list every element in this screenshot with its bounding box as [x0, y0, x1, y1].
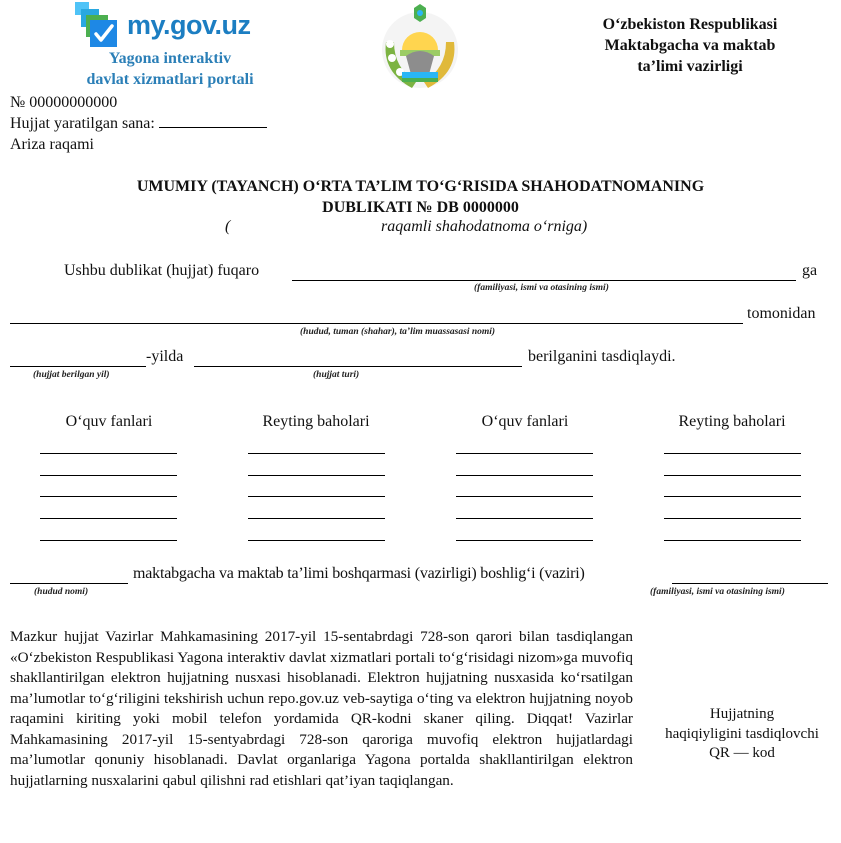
subject-field[interactable] [40, 475, 177, 476]
subject-field[interactable] [40, 540, 177, 541]
hint-region-name: (hudud nomi) [34, 587, 89, 597]
subtitle-text: raqamli shahodatnoma o‘rniga) [381, 218, 588, 235]
subtitle-open-paren: ( [225, 218, 231, 235]
region-name-field[interactable] [10, 583, 128, 584]
intro-text: Ushbu dublikat (hujjat) fuqaro [64, 262, 260, 279]
subject-field[interactable] [456, 518, 593, 519]
ministry-line2: Maktabgacha va maktab [604, 37, 776, 54]
rating-field[interactable] [248, 475, 385, 476]
rating-field[interactable] [248, 518, 385, 519]
rating-field[interactable] [248, 453, 385, 454]
subject-field[interactable] [456, 540, 593, 541]
hint-document-type: (hujjat turi) [313, 370, 360, 380]
rating-field[interactable] [664, 453, 801, 454]
document-meta [10, 92, 267, 155]
application-number-label: Ariza raqami [10, 136, 94, 153]
rating-field[interactable] [664, 518, 801, 519]
portal-name [40, 48, 300, 90]
document-type-field[interactable] [194, 366, 522, 367]
portal-name-line1: Yagona interaktiv [108, 50, 232, 67]
document-number: № 00000000000 [10, 94, 118, 111]
state-emblem-icon [372, 2, 468, 94]
year-suffix: -yilda [146, 348, 184, 365]
subject-field[interactable] [40, 453, 177, 454]
logo-text: my.gov.uz [127, 10, 251, 40]
hint-institution: (hudud, tuman (shahar), ta’lim muassasasi nomi) [300, 327, 496, 337]
subject-field[interactable] [456, 453, 593, 454]
title-line2: DUBLIKATI № DB 0000000 [322, 199, 519, 216]
created-date-blank [159, 113, 267, 128]
created-date-row [10, 113, 267, 134]
document-title [0, 176, 841, 218]
intro-suffix: ga [802, 262, 818, 279]
confirm-suffix: berilganini tasdiqlaydi. [528, 348, 676, 365]
rating-field[interactable] [248, 496, 385, 497]
column-header-ratings: Reyting baholari [262, 413, 370, 430]
by-suffix: tomonidan [747, 305, 816, 322]
issue-year-field[interactable] [10, 366, 146, 367]
ministry-line3: ta’limi vazirligi [637, 58, 743, 75]
column-header-ratings: Reyting baholari [678, 413, 786, 430]
title-line1: UMUMIY (TAYANCH) O‘RTA TA’LIM TO‘G‘RISIDA SHAHODATNOMANING [136, 178, 705, 195]
hint-issue-year: (hujjat berilgan yil) [33, 370, 110, 380]
institution-field[interactable] [10, 323, 743, 324]
ministry-name [560, 14, 820, 77]
created-date-label: Hujjat yaratilgan sana: [10, 115, 155, 132]
mygov-logo-icon [73, 2, 123, 47]
signature-text: maktabgacha va maktab ta’limi boshqarmasi (vazirligi) boshlig‘i (vaziri) [133, 565, 585, 582]
portal-name-line2: davlat xizmatlari portali [86, 71, 254, 88]
subject-field[interactable] [40, 496, 177, 497]
subject-field[interactable] [456, 475, 593, 476]
citizen-name-field[interactable] [292, 280, 796, 281]
rating-field[interactable] [664, 475, 801, 476]
column-header-subjects: O‘quv fanlari [65, 413, 153, 430]
qr-code-label [652, 705, 832, 764]
legal-note: Mazkur hujjat Vazirlar Mahkamasining 2017-yil 15-sentabrdagi 728-son qarori bilan tasdiqlangan «O‘zbekiston Respublikasi Yagona interaktiv davlat xizmatlari portali to‘g‘risidagi nizom»ga muvofiq shakllantirilgan elektron hujjatning nusxasi hisoblanadi. Elektron hujjatning nusxasida ko‘rsatilgan ma’lumotlar to‘g‘riligini tekshirish uchun repo.gov.uz veb-saytiga o‘ting va elektron hujjatning noyob raqamini kiriting yoki mobil telefon yordamida QR-kodni skaner qiling. Diqqat! Vazirlar Mahkamasining 2017-yil 15-sentyabrdagi 728-son qaroriga muvofiq elektron hujjatlardagi ma’lumotlar qonuniy hisoblanadi. Davlat organlariga Yagona portalda shakllantirilgan elektron hujjatlarning nusxalarini qabul qilishni rad etishlari qat’iyan taqiqlangan. [10, 628, 633, 789]
head-name-field[interactable] [672, 583, 828, 584]
subject-field[interactable] [456, 496, 593, 497]
ministry-line1: O‘zbekiston Respublikasi [602, 16, 778, 33]
rating-field[interactable] [248, 540, 385, 541]
column-header-subjects: O‘quv fanlari [481, 413, 569, 430]
hint-head-name: (familiyasi, ismi va otasining ismi) [650, 587, 785, 597]
qr-label-line1: Hujjatning [709, 706, 775, 722]
hint-citizen-name: (familiyasi, ismi va otasining ismi) [474, 283, 609, 293]
subject-field[interactable] [40, 518, 177, 519]
rating-field[interactable] [664, 540, 801, 541]
qr-label-line2: haqiqiyligini tasdiqlovchi [665, 725, 819, 742]
rating-field[interactable] [664, 496, 801, 497]
qr-label-line3: QR — kod [709, 745, 775, 761]
